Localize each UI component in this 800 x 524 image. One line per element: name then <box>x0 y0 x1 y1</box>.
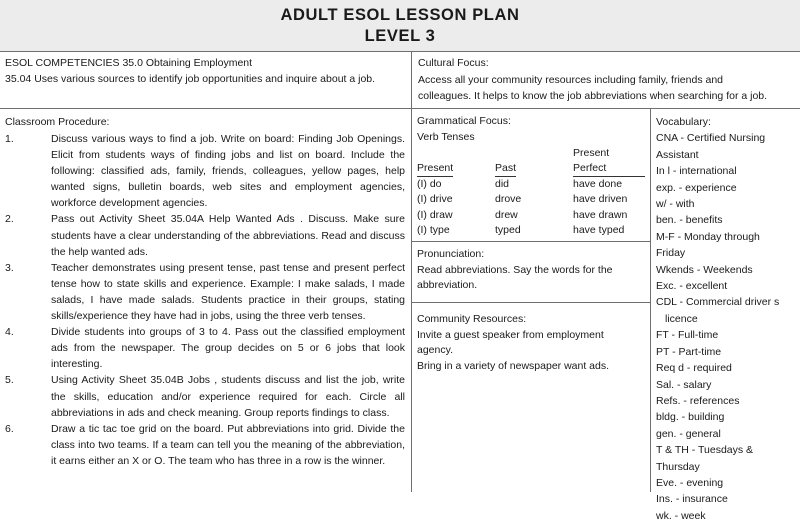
vocabulary-entry: wk. - week <box>656 509 706 522</box>
competencies-line-2: 35.04 Uses various sources to identify job opportunities and inquire about a job. <box>5 72 376 85</box>
verb-present: (I) drive <box>417 193 453 206</box>
vocabulary-entry: Refs. - references <box>656 394 740 407</box>
procedure-item-number: 2. <box>5 213 14 226</box>
grammatical-focus-cell <box>412 109 650 242</box>
vocabulary-entry: T & TH - Tuesdays & <box>656 444 754 457</box>
pronunciation-line-1: Read abbreviations. Say the words for the <box>417 263 613 276</box>
verb-table-row <box>417 223 645 238</box>
vocabulary-entry: licence <box>665 312 698 325</box>
pronunciation-cell <box>412 242 650 303</box>
vocabulary-entry: Thursday <box>656 460 700 473</box>
cultural-focus-line-2: colleagues. It helps to know the job abbreviations when searching for a job. <box>418 89 768 102</box>
vocabulary-entry: bldg. - building <box>656 411 725 424</box>
verb-table-header-present-perfect: Present Perfect <box>573 146 645 177</box>
vocabulary-entry: Ins. - insurance <box>656 493 728 506</box>
verb-tenses-subtitle: Verb Tenses <box>417 130 475 143</box>
community-resources-line-3: Bring in a variety of newspaper want ads. <box>417 359 610 372</box>
procedure-item <box>5 421 405 469</box>
procedure-item-text: Draw a tic tac toe grid on the board. Put abbreviations into grid. Divide the class into two teams. If a team can tell you the meaning of the abbreviation, it earns either an X or O. The team who has three in a row is the winner. <box>51 422 405 467</box>
procedure-item <box>5 211 405 259</box>
verb-present: (I) type <box>417 224 450 237</box>
header-row <box>0 52 800 109</box>
grammatical-focus-label: Grammatical Focus: <box>417 115 511 127</box>
vocabulary-entry: exp. - experience <box>656 181 737 194</box>
vocabulary-entry: Exc. - excellent <box>656 280 728 293</box>
vocabulary-entry: Eve. - evening <box>656 476 724 489</box>
vocabulary-cell <box>651 109 800 522</box>
vocabulary-entry: Friday <box>656 247 686 260</box>
procedure-item-number: 4. <box>5 326 14 339</box>
procedure-item-text: Pass out Activity Sheet 35.04A Help Wanted Ads . Discuss. Make sure students have a clear understanding of the abbreviations. Read and discuss the help wanted ads. <box>51 213 405 258</box>
verb-table-row <box>417 177 645 192</box>
vocabulary-list <box>656 130 796 524</box>
verb-table-header-row <box>417 146 645 177</box>
vocabulary-entry: M-F - Monday through <box>656 230 760 243</box>
verb-table-row <box>417 192 645 207</box>
procedure-item-text: Discuss various ways to find a job. Write on board: Finding Job Openings. Elicit from students ways of finding jobs and list on board. Include the following: classified ads, family, friends, colleagues, yellow pages, help wanted signs, bulletin boards, web sites and employment agencies, workforce development agencies. <box>51 133 405 210</box>
cultural-focus-label: Cultural Focus: <box>418 57 489 69</box>
vocabulary-entry: CNA - Certified Nursing <box>656 132 766 145</box>
vocabulary-entry: CDL - Commercial driver s <box>656 296 780 309</box>
verb-table-header-past: Past <box>495 146 573 177</box>
vocabulary-entry: Req d - required <box>656 362 732 375</box>
verb-present: (I) do <box>417 178 442 190</box>
verb-table-header-present: Present <box>417 146 495 177</box>
verb-tenses-table <box>417 146 645 239</box>
vocabulary-entry: w/ - with <box>656 198 695 211</box>
verb-past: drew <box>495 208 518 221</box>
document-title-band <box>0 0 800 52</box>
procedure-item-number: 3. <box>5 261 14 274</box>
esol-competencies-cell <box>0 52 412 108</box>
community-resources-line-1: Invite a guest speaker from employment <box>417 328 604 341</box>
vocabulary-entry: PT - Part-time <box>656 345 722 358</box>
cultural-focus-cell <box>412 52 800 108</box>
vocabulary-label: Vocabulary: <box>656 116 711 128</box>
verb-past: drove <box>495 193 522 206</box>
pronunciation-line-2: abbreviation. <box>417 279 478 292</box>
pronunciation-label: Pronunciation: <box>417 248 485 260</box>
classroom-procedure-cell <box>0 109 412 492</box>
vocabulary-entry: Wkends - Weekends <box>656 263 753 276</box>
vocabulary-entry: Sal. - salary <box>656 378 712 391</box>
procedure-item <box>5 324 405 372</box>
verb-table-row <box>417 208 645 223</box>
procedure-item-number: 6. <box>5 422 14 435</box>
classroom-procedure-list <box>5 131 405 469</box>
middle-column <box>412 109 651 492</box>
community-resources-label: Community Resources: <box>417 313 527 325</box>
verb-present-perfect: have driven <box>573 193 628 206</box>
vocabulary-entry: gen. - general <box>656 427 721 440</box>
vocabulary-entry: ben. - benefits <box>656 214 723 227</box>
procedure-item-number: 1. <box>5 133 14 145</box>
vocabulary-entry: Assistant <box>656 148 699 161</box>
verb-present: (I) draw <box>417 208 453 221</box>
main-content-row <box>0 109 800 522</box>
procedure-item-number: 5. <box>5 374 14 387</box>
procedure-item-text: Divide students into groups of 3 to 4. Pass out the classified employment ads from the newspaper. The group decides on 5 or 6 jobs that look interesting. <box>51 326 405 371</box>
procedure-item <box>5 131 405 211</box>
verb-present-perfect: have drawn <box>573 208 628 221</box>
competencies-line-1: ESOL COMPETENCIES 35.0 Obtaining Employment <box>5 57 253 69</box>
procedure-item <box>5 260 405 324</box>
verb-past: did <box>495 178 510 190</box>
verb-present-perfect: have done <box>573 178 623 190</box>
verb-present-perfect: have typed <box>573 224 625 237</box>
classroom-procedure-label: Classroom Procedure: <box>5 116 110 128</box>
community-resources-line-2: agency. <box>417 344 453 357</box>
vocabulary-entry: In l - international <box>656 165 737 178</box>
cultural-focus-line-1: Access all your community resources including family, friends and <box>418 73 724 86</box>
document-title: ADULT ESOL LESSON PLAN <box>280 5 520 24</box>
vocabulary-entry: FT - Full-time <box>656 329 719 342</box>
verb-past: typed <box>495 224 521 237</box>
procedure-item-text: Teacher demonstrates using present tense, past tense and present perfect tense how to state skills and experience. Example: I make salads, I made salads, I have made salads. Students practice in their groups, stating skills/experience they have had in jobs, using the three verb tenses. <box>51 261 405 323</box>
procedure-item-text: Using Activity Sheet 35.04B Jobs , students discuss and list the job, write the skills, education and/or experience required for each. Circle all abbreviations in ads and check meaning. Group reports findings to class. <box>51 374 405 419</box>
community-resources-cell <box>412 303 650 492</box>
procedure-item <box>5 372 405 420</box>
document-level: LEVEL 3 <box>364 26 436 45</box>
